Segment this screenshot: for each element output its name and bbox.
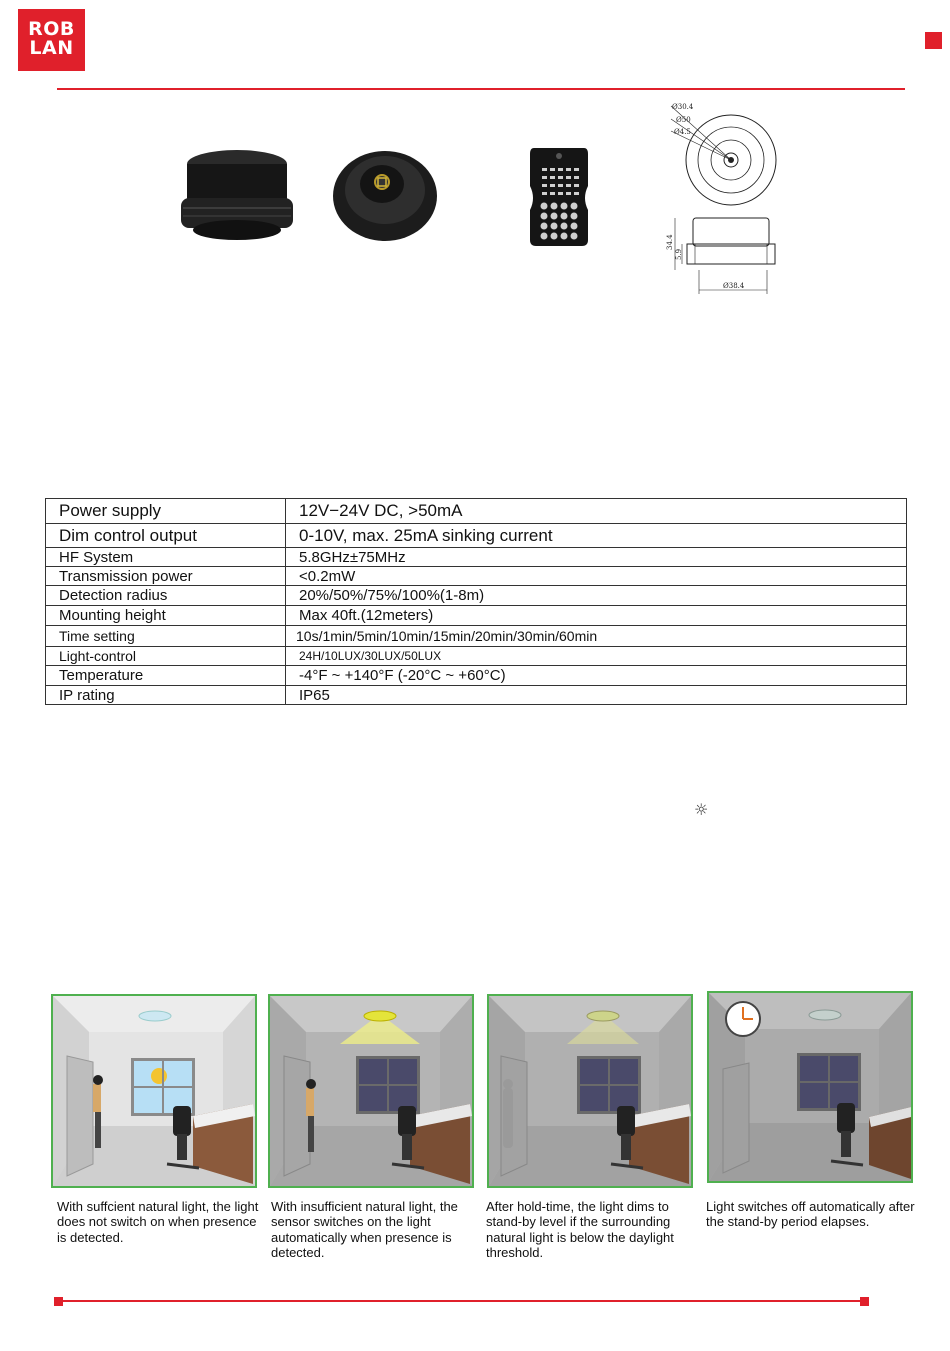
spec-row xyxy=(46,647,907,666)
scene-light-off xyxy=(707,991,913,1183)
spec-label: Dim control output xyxy=(46,524,286,548)
dim-label-height: 34.4 xyxy=(666,234,674,250)
spec-value: Max 40ft.(12meters) xyxy=(286,606,907,626)
spec-value: 12V−24V DC, >50mA xyxy=(286,499,907,524)
dim-label-mid: Ø50 xyxy=(676,116,691,124)
spec-row xyxy=(46,606,907,626)
spec-table xyxy=(45,498,907,705)
spec-value: 24H/10LUX/30LUX/50LUX xyxy=(286,647,907,666)
spec-value: <0.2mW xyxy=(286,567,907,586)
spec-value: 0-10V, max. 25mA sinking current xyxy=(286,524,907,548)
scene-light-dimmed xyxy=(487,994,693,1188)
spec-label: Detection radius xyxy=(46,586,286,606)
dimension-drawing xyxy=(655,100,785,296)
scene-caption: With insufficient natural light, the sensor switches on the light automatically when presence is detected. xyxy=(271,1199,458,1260)
spec-label: Light-control xyxy=(46,647,286,666)
scene-caption: After hold-time, the light dims to stand-by level if the surrounding natural light is below the daylight threshold. xyxy=(486,1199,674,1260)
spec-row xyxy=(46,686,907,705)
sensor-bottom-image xyxy=(330,148,440,244)
spec-value: -4°F ~ +140°F (-20°C ~ +60°C) xyxy=(286,666,907,686)
spec-row xyxy=(46,524,907,548)
footer-dot-left xyxy=(54,1297,63,1306)
spec-row xyxy=(46,499,907,524)
dim-label-top: Ø30.4 xyxy=(672,103,694,111)
header-divider xyxy=(57,88,905,90)
spec-label: IP rating xyxy=(46,686,286,705)
footer-dot-right xyxy=(860,1297,869,1306)
dim-label-base: Ø38.4 xyxy=(723,282,745,290)
corner-marker xyxy=(925,32,942,49)
sun-icon: ☼ xyxy=(694,800,709,819)
spec-value: 20%/50%/75%/100%(1-8m) xyxy=(286,586,907,606)
logo-line-1: ROB xyxy=(28,18,75,40)
spec-row xyxy=(46,626,907,647)
spec-value: 5.8GHz±75MHz xyxy=(286,548,907,567)
logo-line-2: LAN xyxy=(29,37,74,59)
spec-row xyxy=(46,666,907,686)
dim-label-step: 5.9 xyxy=(675,248,683,260)
spec-label: Transmission power xyxy=(46,567,286,586)
spec-value: IP65 xyxy=(286,686,907,705)
spec-row xyxy=(46,548,907,567)
spec-label: Mounting height xyxy=(46,606,286,626)
spec-row xyxy=(46,567,907,586)
scene-daylight xyxy=(51,994,257,1188)
spec-label: HF System xyxy=(46,548,286,567)
footer-divider xyxy=(57,1300,865,1302)
roblan-logo xyxy=(18,9,85,71)
sensor-side-image xyxy=(178,148,296,244)
spec-label: Time setting xyxy=(46,626,286,647)
scene-caption: Light switches off automatically after the stand-by period elapses. xyxy=(706,1199,915,1230)
scene-caption: With suffcient natural light, the light does not switch on when presence is detected. xyxy=(57,1199,259,1245)
spec-label: Power supply xyxy=(46,499,286,524)
spec-value: 10s/1min/5min/10min/15min/20min/30min/60min xyxy=(286,626,907,647)
spec-row xyxy=(46,586,907,606)
spec-label: Temperature xyxy=(46,666,286,686)
scene-light-on xyxy=(268,994,474,1188)
dim-label-small: Ø4.5 xyxy=(674,128,691,136)
remote-control-image xyxy=(528,146,590,248)
